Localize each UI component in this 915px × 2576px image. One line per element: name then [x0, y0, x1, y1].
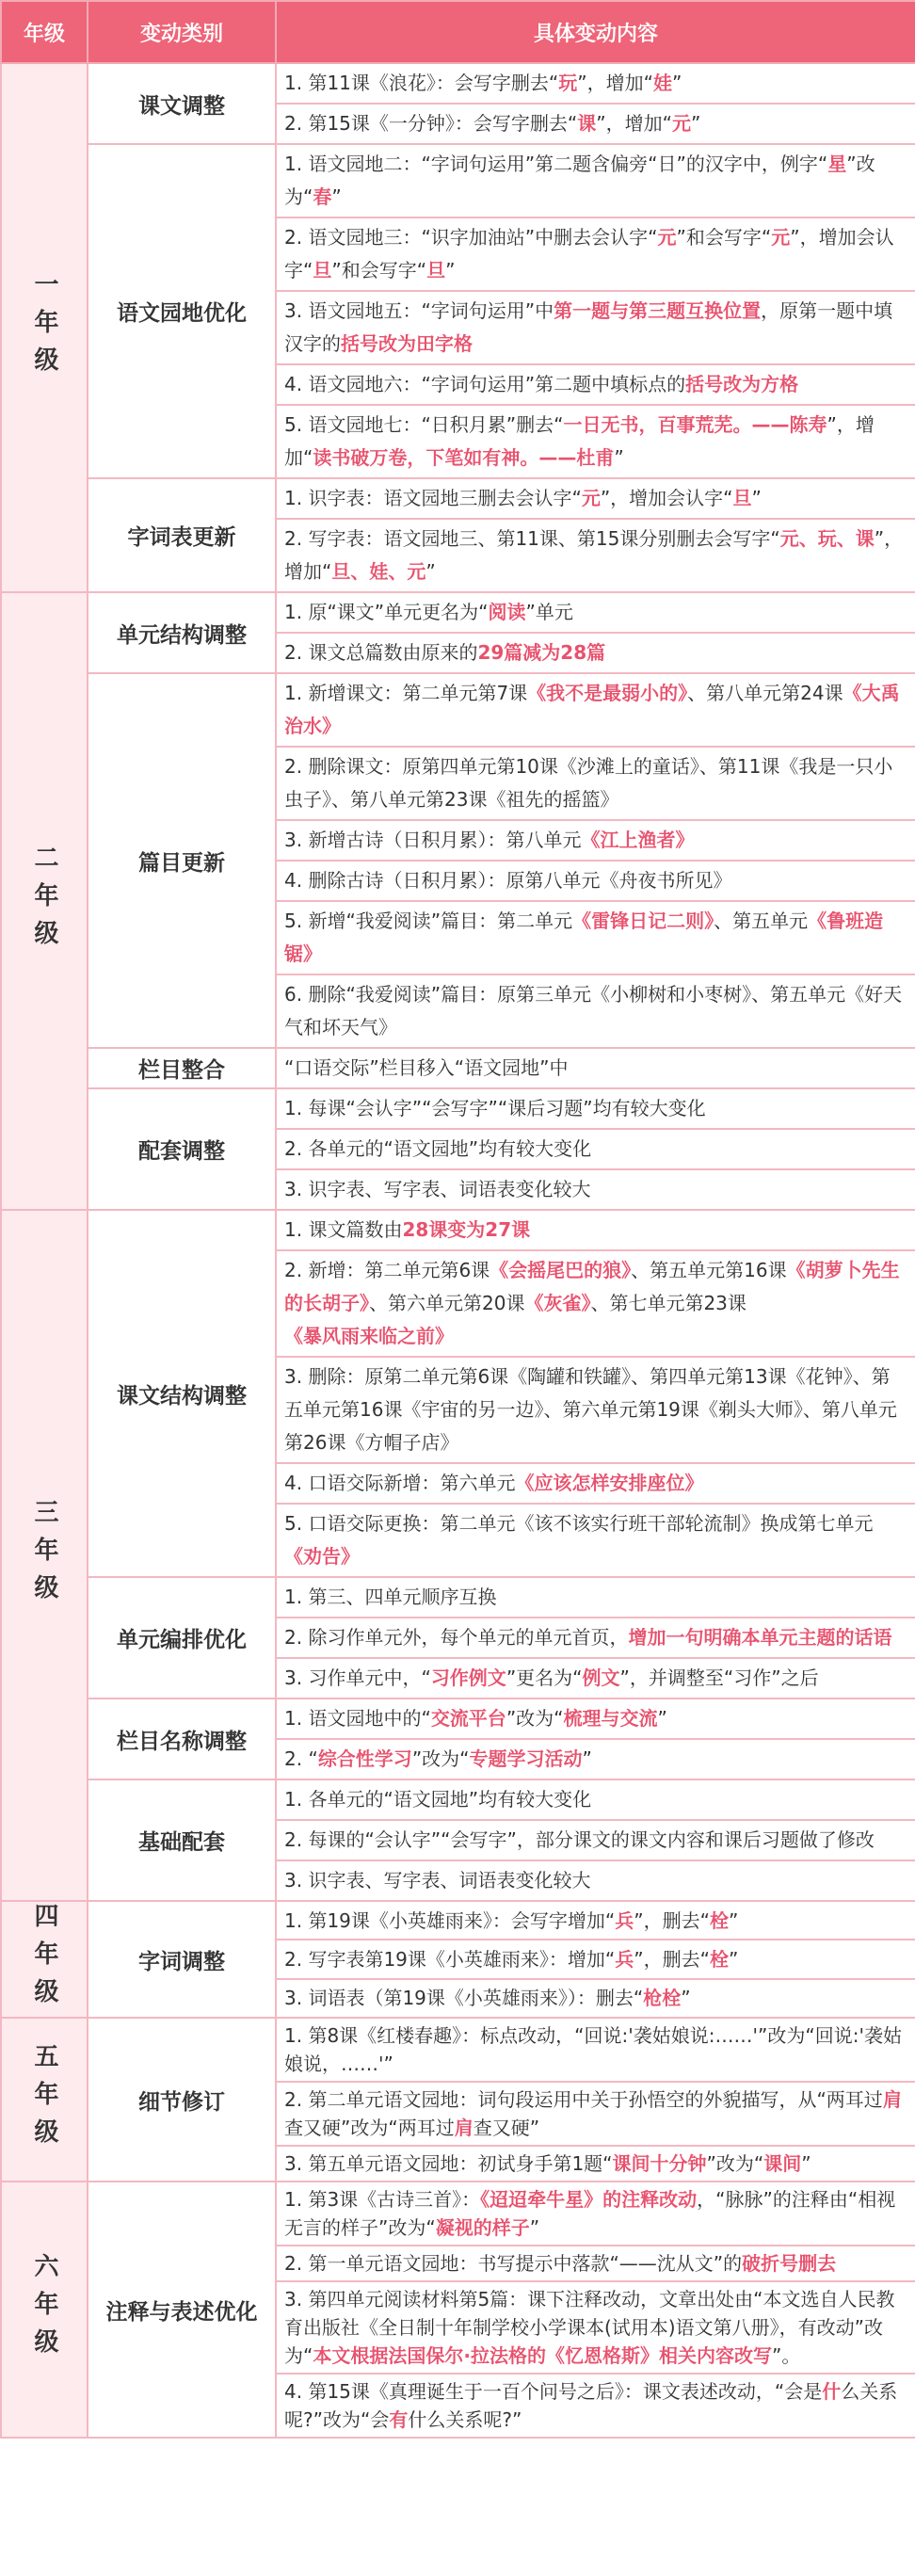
change-content-cell: [276, 63, 915, 104]
highlight-text: 元: [657, 226, 677, 249]
content-text: 3. 删除：原第二单元第6课《陶罐和铁罐》、第四单元第13课《花钟》、第五单元第16课《宇宙的另一边》、第六单元第19课《剃头大师》、第八单元第26课《方帽子店》: [284, 1365, 897, 1454]
highlight-text: 《迢迢牵牛星》的注释改动: [480, 2188, 698, 2211]
content-text: ”: [690, 112, 701, 135]
highlight-text: 星: [827, 153, 847, 175]
content-text: 1. 第19课《小英雄雨来》：会写字增加“: [284, 1908, 616, 1932]
grade-cell: 四年级: [1, 1901, 88, 2018]
change-content-cell: [276, 1779, 915, 1820]
table-row: [1, 1048, 915, 1088]
content-text: 3. 第五单元语文园地：初试身手第1题“: [284, 2152, 613, 2175]
content-text: ”: [671, 72, 682, 94]
highlight-text: 28课变为27课: [402, 1218, 531, 1241]
highlight-text: 有: [389, 2408, 409, 2431]
content-text: 1. 第3课《古诗三首》：: [284, 2188, 481, 2211]
content-text: 2. 写字表：语文园地三、第11课、第15课分别删去会写字“: [284, 527, 780, 550]
change-content-cell: [276, 217, 915, 291]
highlight-text: 课间: [763, 2152, 802, 2175]
highlight-text: 什: [822, 2380, 842, 2403]
highlight-text: 梳理与交流: [563, 1707, 658, 1730]
highlight-text: 括号改为方格: [685, 373, 799, 395]
content-text: 2. 第15课《一分钟》：会写字删去“: [284, 112, 578, 135]
content-text: 2. 除习作单元外，每个单元的单元首页，: [284, 1626, 629, 1649]
highlight-text: 旦: [426, 259, 446, 282]
grade-cell: 一年级: [1, 63, 88, 592]
change-content-cell: [276, 1699, 915, 1739]
content-text: ”: [529, 2216, 540, 2239]
change-content-cell: [276, 1250, 915, 1357]
content-text: ”和会写字“: [676, 226, 772, 249]
content-text: ”，增加“: [596, 112, 672, 135]
content-text: 1. 识字表：语文园地三删去会认字“: [284, 487, 582, 509]
category-cell: 细节修订: [88, 2018, 276, 2182]
content-text: ”改为“: [411, 1747, 470, 1770]
content-text: 、第七单元第23课: [590, 1292, 746, 1314]
category-column-header: 变动类别: [88, 1, 276, 63]
content-text: 2. 第一单元语文园地：书写提示中落款“——沈从文”的: [284, 2252, 743, 2275]
highlight-text: 专题学习活动: [469, 1747, 583, 1770]
content-text: 2. 课文总篇数由原来的: [284, 641, 478, 664]
highlight-text: 《雷锋日记二则》: [572, 910, 714, 932]
table-row: [1, 2018, 915, 2082]
highlight-text: 阅读: [488, 601, 526, 623]
change-content-cell: [276, 1901, 915, 1940]
table-row: [1, 1088, 915, 1129]
highlight-text: 元、玩、课: [779, 527, 875, 550]
content-text: ”改为“: [506, 1707, 564, 1730]
change-content-cell: [276, 1129, 915, 1169]
grade-cell: 五年级: [1, 2018, 88, 2182]
table-row: [1, 144, 915, 217]
change-content-cell: [276, 1739, 915, 1779]
change-content-cell: [276, 1577, 915, 1618]
change-content-cell: [276, 1088, 915, 1129]
content-text: 2. 各单元的“语文园地”均有较大变化: [284, 1137, 592, 1160]
highlight-text: 《灰雀》: [524, 1292, 591, 1314]
change-content-cell: [276, 633, 915, 673]
content-text: ”，增加“: [284, 413, 875, 469]
content-text: 查又硬”改为“两耳过: [284, 2117, 455, 2139]
content-text: 3. 词语表（第19课《小英雄雨来》）：删去“: [284, 1987, 644, 2010]
content-text: ”: [445, 259, 456, 282]
highlight-text: 元: [581, 487, 601, 509]
content-text: ”，删去“: [634, 1908, 710, 1932]
change-content-cell: [276, 592, 915, 633]
table-row: [1, 63, 915, 104]
content-text: 4. 口语交际新增：第六单元: [284, 1472, 516, 1494]
change-content-cell: [276, 974, 915, 1048]
content-text: 、第五单元第16课: [631, 1259, 787, 1281]
highlight-text: 课: [577, 112, 597, 135]
highlight-text: 课间十分钟: [612, 2152, 707, 2175]
highlight-text: 习作例文: [430, 1666, 506, 1689]
change-content-cell: [276, 1658, 915, 1699]
change-content-cell: [276, 1357, 915, 1463]
highlight-text: 《大禹治水》: [284, 682, 900, 737]
grade-cell: 六年级: [1, 2182, 88, 2438]
change-content-cell: [276, 1860, 915, 1901]
table-row: [1, 1901, 915, 1940]
content-text: ”，增加“: [577, 72, 653, 94]
highlight-text: 春: [313, 185, 332, 208]
highlight-text: 交流平台: [430, 1707, 506, 1730]
highlight-text: 增加一句明确本单元主题的话语: [628, 1626, 892, 1649]
category-cell: 栏目名称调整: [88, 1699, 276, 1779]
category-cell: 课文调整: [88, 63, 276, 144]
change-content-cell: [276, 1618, 915, 1658]
content-text: ”改为“: [706, 2152, 764, 2175]
content-text: 查又硬”: [473, 2117, 540, 2139]
grade-cell: 二年级: [1, 592, 88, 1210]
content-text: 5. 语文园地七：“日积月累”删去“: [284, 413, 564, 436]
content-text: 1. 每课“会认字”“会写字”“课后习题”均有较大变化: [284, 1097, 706, 1119]
change-content-cell: [276, 747, 915, 820]
change-content-cell: [276, 820, 915, 861]
change-content-cell: [276, 861, 915, 901]
highlight-text: 《鲁班造锯》: [284, 910, 884, 965]
highlight-text: 《胡萝卜先生的长胡子》: [284, 1259, 900, 1314]
content-text: 1. 原“课文”单元更名为“: [284, 601, 489, 623]
content-text: ”: [425, 560, 436, 583]
content-text: 1. 第11课《浪花》：会写字删去“: [284, 72, 559, 94]
content-text: ”单元: [525, 601, 573, 623]
content-text: 3. 新增古诗（日积月累）：第八单元: [284, 829, 582, 851]
highlight-text: 旦: [732, 487, 752, 509]
highlight-text: 栓: [709, 1947, 729, 1971]
content-text: 4. 语文园地六：“字词句运用”第二题中填标点的: [284, 373, 686, 395]
content-text: ”: [582, 1747, 592, 1770]
change-content-cell: [276, 519, 915, 592]
content-text: 3. 识字表、写字表、词语表变化较大: [284, 1178, 591, 1200]
content-text: ，原第一题中填汉字的: [284, 299, 893, 355]
content-text: 5. 新增“我爱阅读”篇目：第二单元: [284, 910, 573, 932]
category-cell: 栏目整合: [88, 1048, 276, 1088]
content-text: 6. 删除“我爱阅读”篇目：原第三单元《小柳树和小枣树》、第五单元《好天气和坏天气》: [284, 983, 903, 1038]
table-row: [1, 592, 915, 633]
grade-cell: 三年级: [1, 1210, 88, 1901]
highlight-text: 旦: [313, 259, 332, 282]
highlight-text: 枪栓: [643, 1987, 682, 2010]
highlight-text: 括号改为田字格: [341, 332, 473, 355]
content-column-header: 具体变动内容: [276, 1, 915, 63]
category-cell: 基础配套: [88, 1779, 276, 1901]
content-text: 、第六单元第20课: [369, 1292, 525, 1314]
content-text: ”，增加“: [284, 527, 904, 583]
content-text: ”，并调整至“习作”之后: [619, 1666, 819, 1689]
highlight-text: 《劝告》: [284, 1545, 360, 1568]
change-content-cell: [276, 144, 915, 217]
content-text: ”，删去“: [634, 1947, 710, 1971]
content-text: ”，增加会认字“: [284, 226, 894, 282]
content-text: 、第五单元: [714, 910, 809, 932]
content-text: ”: [657, 1707, 667, 1730]
table-row: [1, 478, 915, 519]
highlight-text: 元: [671, 112, 691, 135]
highlight-text: 玩: [558, 72, 578, 94]
content-text: 2. 语文园地三：“识字加油站”中删去会认字“: [284, 226, 658, 249]
content-text: 3. 第四单元阅读材料第5篇：课下注释改动，文章出处由“本文选自人民教育出版社《全日制十年制学校小学课本(试用本)语文第八册》，有改动”改为“: [284, 2288, 895, 2367]
highlight-text: 肩: [882, 2088, 902, 2111]
category-cell: 字词调整: [88, 1901, 276, 2018]
change-content-cell: [276, 2246, 915, 2281]
table-row: [1, 2182, 915, 2246]
content-text: 1. 第三、四单元顺序互换: [284, 1586, 497, 1608]
highlight-text: 例文: [582, 1666, 620, 1689]
highlight-text: 《暴风雨来临之前》: [284, 1325, 454, 1347]
category-cell: 单元结构调整: [88, 592, 276, 673]
category-cell: 语文园地优化: [88, 144, 276, 478]
highlight-text: 肩: [454, 2117, 474, 2139]
content-text: ”: [681, 1987, 691, 2010]
change-content-cell: [276, 2082, 915, 2146]
category-cell: 单元编排优化: [88, 1577, 276, 1699]
change-content-cell: [276, 1940, 915, 1978]
grade-column-header: 年级: [1, 1, 88, 63]
highlight-text: 综合性学习: [317, 1747, 412, 1770]
change-content-cell: [276, 364, 915, 405]
highlight-text: 旦、娃、元: [331, 560, 426, 583]
content-text: ”更名为“: [506, 1666, 583, 1689]
change-content-cell: [276, 1979, 915, 2018]
content-text: 3. 识字表、写字表、词语表变化较大: [284, 1869, 591, 1892]
change-content-cell: [276, 673, 915, 747]
change-content-cell: [276, 901, 915, 974]
change-content-cell: [276, 1463, 915, 1504]
table-row: [1, 1779, 915, 1820]
table-row: [1, 1577, 915, 1618]
highlight-text: 兵: [615, 1947, 634, 1971]
table-row: [1, 1699, 915, 1739]
content-text: 1. 各单元的“语文园地”均有较大变化: [284, 1788, 592, 1811]
content-text: ，“脉脉”的注释由“相视无言的样子”改为“: [284, 2188, 896, 2239]
table-row: [1, 1210, 915, 1250]
highlight-text: 本文根据法国保尔·拉法格的《忆恩格斯》相关内容改写: [313, 2344, 772, 2367]
content-text: 2. 写字表第19课《小英雄雨来》：增加“: [284, 1947, 616, 1971]
table-row: [1, 673, 915, 747]
change-content-cell: [276, 104, 915, 144]
highlight-text: 《江上渔者》: [581, 829, 695, 851]
change-content-cell: [276, 2374, 915, 2438]
content-text: 2. 新增：第二单元第6课: [284, 1259, 490, 1281]
highlight-text: 第一题与第三题互换位置: [554, 299, 762, 322]
content-text: ”: [331, 185, 342, 208]
content-text: ”改为“: [284, 153, 875, 208]
content-text: ”: [751, 487, 762, 509]
highlight-text: 29篇减为28篇: [477, 641, 606, 664]
content-text: 2. 第二单元语文园地：词句段运用中关于孙悟空的外貌描写，从“两耳过: [284, 2088, 883, 2111]
change-content-cell: [276, 1048, 915, 1088]
content-text: 么关系呢?”改为“会: [284, 2380, 898, 2431]
change-content-cell: [276, 291, 915, 364]
change-content-cell: [276, 1820, 915, 1860]
category-cell: 字词表更新: [88, 478, 276, 592]
content-text: 2. 每课的“会认字”“会写字”，部分课文的课文内容和课后习题做了修改: [284, 1828, 875, 1851]
category-cell: 注释与表述优化: [88, 2182, 276, 2438]
highlight-text: 读书破万卷，下笔如有神。——杜甫: [313, 446, 615, 469]
content-text: 1. 语文园地中的“: [284, 1707, 431, 1730]
category-cell: 课文结构调整: [88, 1210, 276, 1577]
category-cell: 篇目更新: [88, 673, 276, 1048]
highlight-text: 元: [771, 226, 791, 249]
highlight-text: 《我不是最弱小的》: [527, 682, 688, 704]
content-text: ”。: [771, 2344, 801, 2367]
content-text: 5. 口语交际更换：第二单元《该不该实行班干部轮流制》换成第七单元: [284, 1512, 874, 1535]
highlight-text: 一日无书，百事荒芜。——陈寿: [563, 413, 827, 436]
change-content-cell: [276, 478, 915, 519]
highlight-text: 娃: [652, 72, 672, 94]
highlight-text: 栓: [709, 1908, 729, 1932]
content-text: 3. 语文园地五：“字词句运用”中: [284, 299, 554, 322]
category-cell: 配套调整: [88, 1088, 276, 1210]
content-text: 1. 课文篇数由: [284, 1218, 403, 1241]
change-content-cell: [276, 405, 915, 478]
content-text: 1. 新增课文：第二单元第7课: [284, 682, 528, 704]
change-content-cell: [276, 2018, 915, 2082]
highlight-text: 《会摇尾巴的狼》: [490, 1259, 632, 1281]
content-text: ”，增加会认字“: [600, 487, 733, 509]
table-body: [1, 63, 915, 2438]
highlight-text: 《应该怎样安排座位》: [515, 1472, 704, 1494]
content-text: 4. 第15课《真理诞生于一百个问号之后》：课文表述改动，“会是: [284, 2380, 823, 2403]
change-content-cell: [276, 2182, 915, 2246]
content-text: 2. “: [284, 1747, 318, 1770]
content-text: 什么关系呢?”: [408, 2408, 522, 2431]
content-text: ”: [614, 446, 624, 469]
change-content-cell: [276, 1504, 915, 1577]
content-text: “口语交际”栏目移入“语文园地”中: [284, 1056, 569, 1079]
content-text: 4. 删除古诗（日积月累）：原第八单元《舟夜书所见》: [284, 869, 732, 892]
content-text: ”: [728, 1908, 739, 1932]
highlight-text: 兵: [615, 1908, 634, 1932]
content-text: 、第八单元第24课: [687, 682, 843, 704]
content-text: 1. 语文园地二：“字词句运用”第二题含偏旁“日”的汉字中，例字“: [284, 153, 828, 175]
header-row: [1, 1, 915, 63]
content-text: ”: [801, 2152, 811, 2175]
content-text: 3. 习作单元中，“: [284, 1666, 431, 1689]
change-content-cell: [276, 2281, 915, 2374]
highlight-text: 破折号删去: [742, 2252, 837, 2275]
content-text: 1. 第8课《红楼春趣》：标点改动，“回说:'袭姑娘说:……'”改为“回说:'袭姑娘说，……'”: [284, 2024, 902, 2075]
change-content-cell: [276, 2146, 915, 2182]
highlight-text: 凝视的样子: [435, 2216, 530, 2239]
content-text: 2. 删除课文：原第四单元第10课《沙滩上的童话》、第11课《我是一只小虫子》、第八单元第23课《祖先的摇篮》: [284, 755, 893, 811]
content-text: ”: [728, 1947, 739, 1971]
change-content-cell: [276, 1169, 915, 1210]
change-content-cell: [276, 1210, 915, 1250]
content-text: ”和会写字“: [331, 259, 427, 282]
